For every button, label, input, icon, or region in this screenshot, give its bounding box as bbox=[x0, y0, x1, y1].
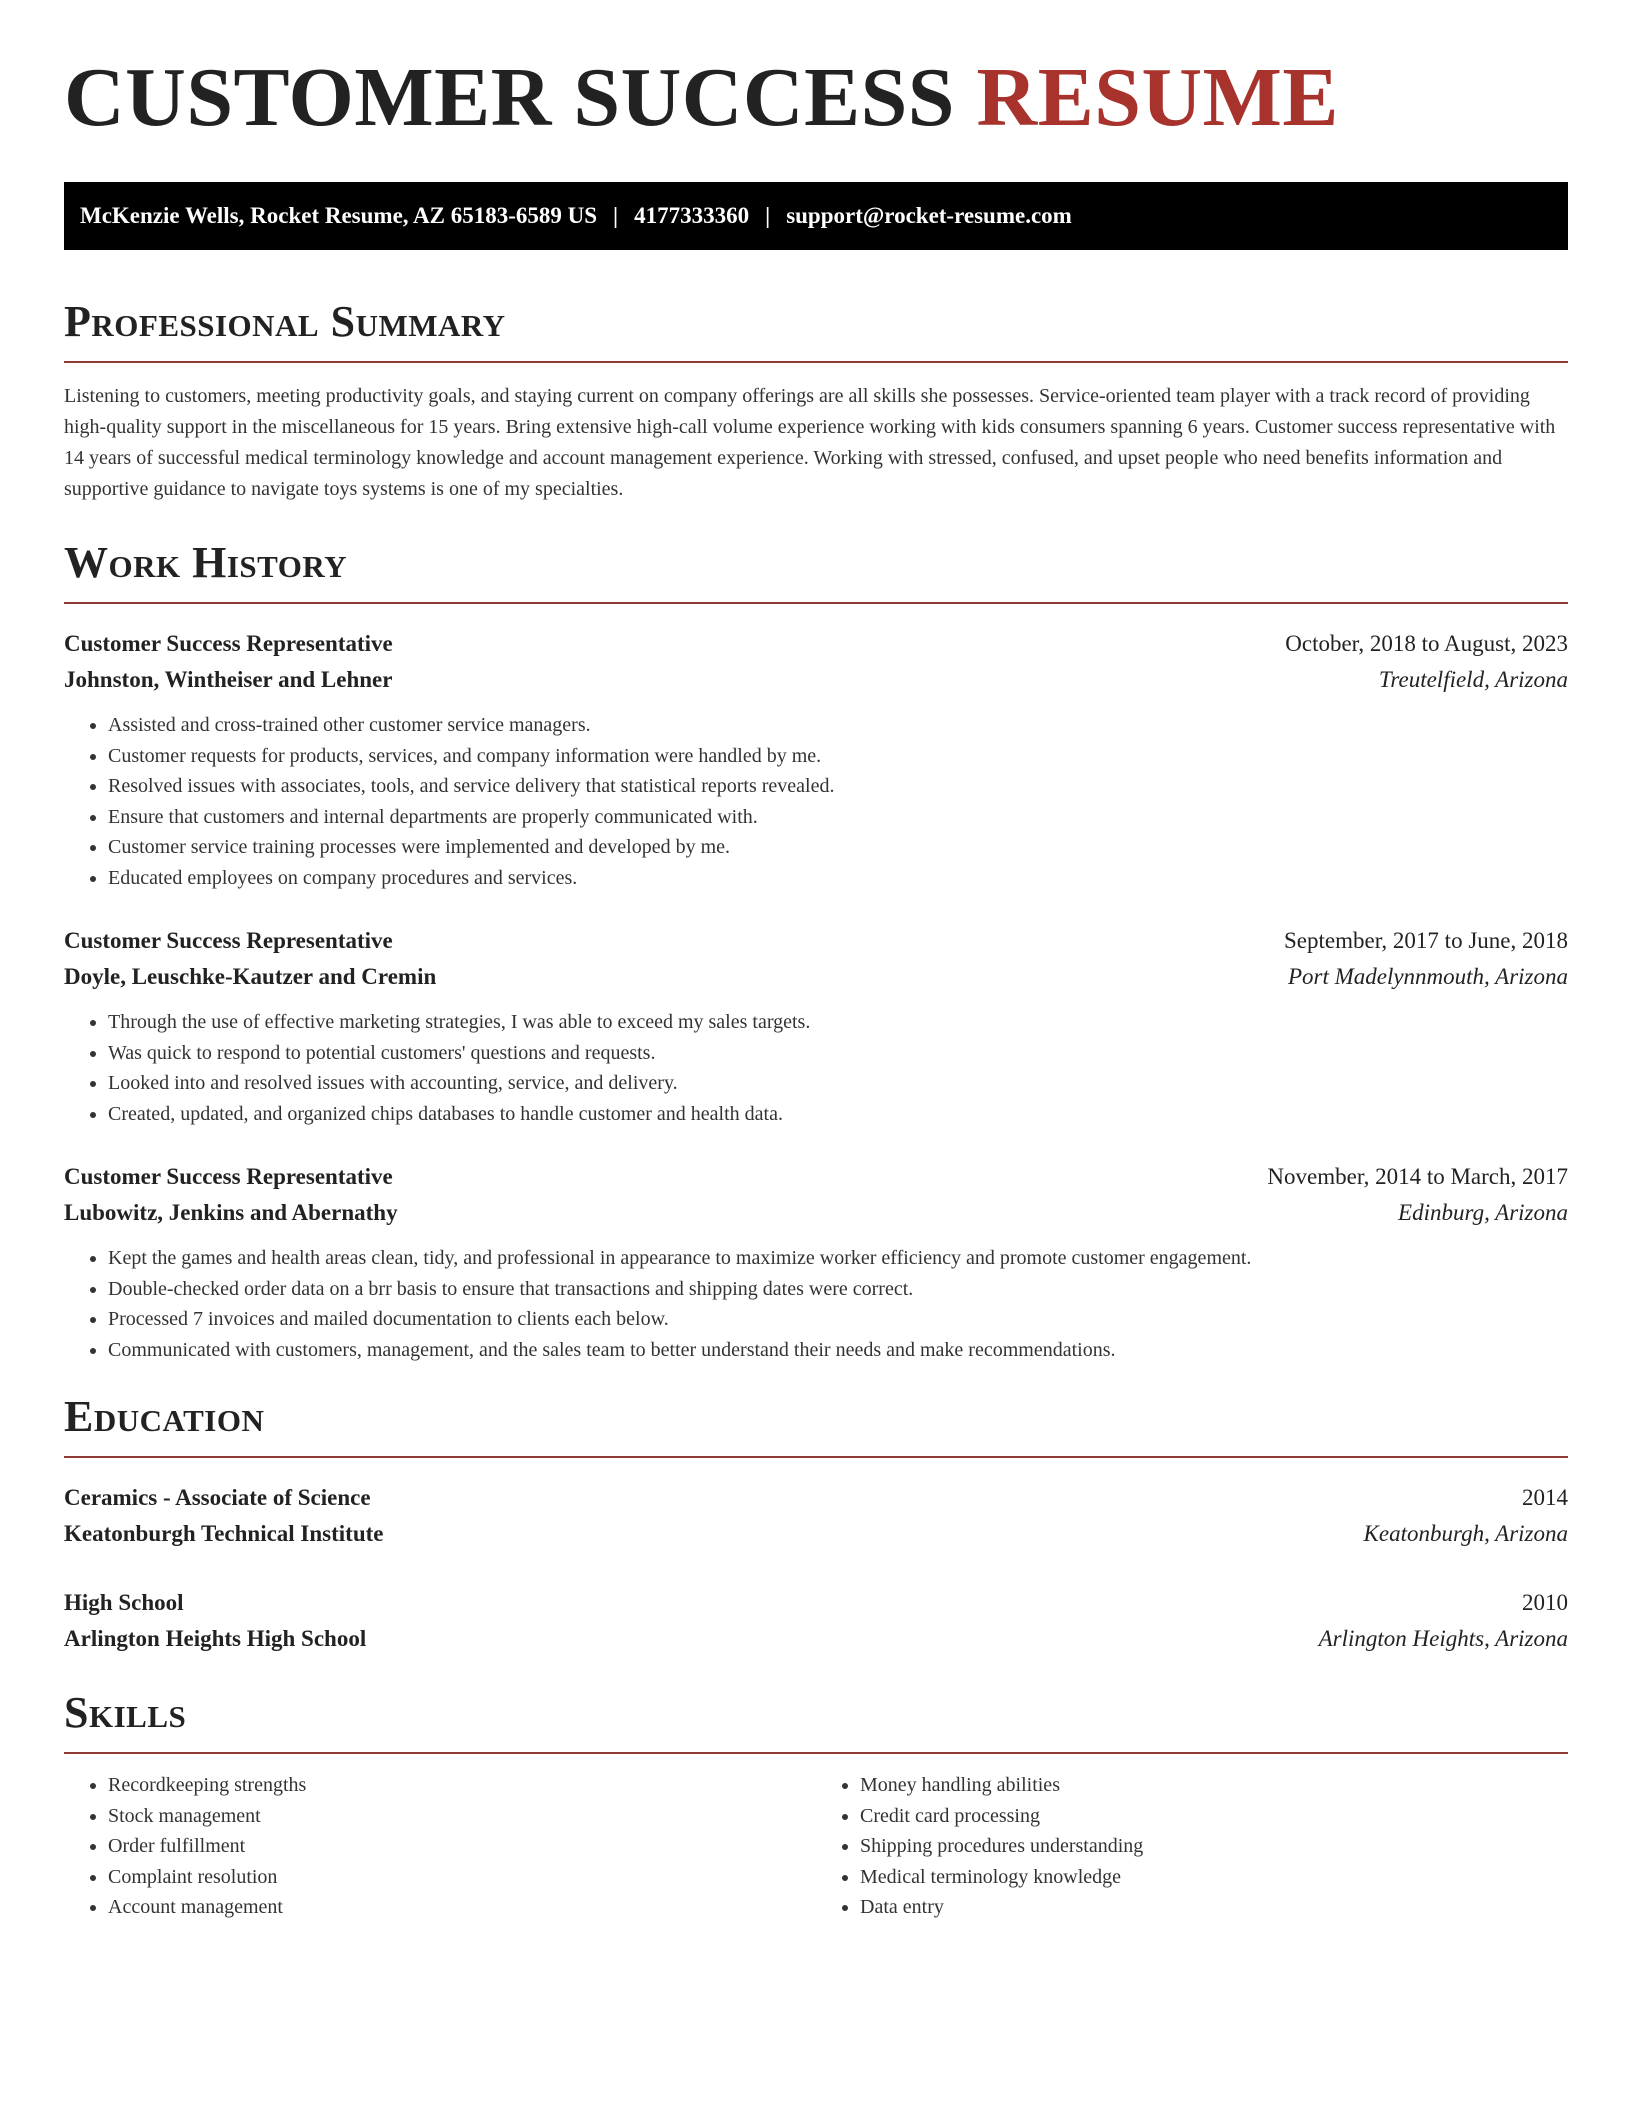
skills-column-left bbox=[64, 1770, 816, 1923]
contact-separator: | bbox=[613, 203, 619, 228]
job-bullet: • Double-checked order data on a brr basis to ensure that transactions and shipping dates were correct. bbox=[108, 1274, 1568, 1305]
education-entry bbox=[64, 1585, 1568, 1657]
job-company-row bbox=[64, 1195, 1568, 1231]
job-bullet: • Processed 7 invoices and mailed documentation to clients each below. bbox=[108, 1304, 1568, 1335]
job-bullet: • Customer requests for products, services, and company information were handled by me. bbox=[108, 741, 1568, 772]
skill-item: • Account management bbox=[108, 1892, 816, 1923]
job-location: Treutelfield, Arizona bbox=[1378, 667, 1568, 692]
job-bullets bbox=[64, 1007, 1568, 1129]
job-title-row bbox=[64, 1159, 1568, 1195]
job-bullet: • Kept the games and health areas clean, tidy, and professional in appearance to maximize worker efficiency and promote customer engagement. bbox=[108, 1243, 1568, 1274]
job-title: Customer Success Representative bbox=[64, 1164, 393, 1189]
skill-item: • Complaint resolution bbox=[108, 1862, 816, 1893]
education-year: 2010 bbox=[1522, 1590, 1568, 1615]
education-school-row bbox=[64, 1516, 1568, 1552]
job-bullet: • Ensure that customers and internal departments are properly communicated with. bbox=[108, 802, 1568, 833]
section-divider bbox=[64, 602, 1568, 604]
job-entry bbox=[64, 1159, 1568, 1365]
skill-item: • Order fulfillment bbox=[108, 1831, 816, 1862]
skill-item: • Money handling abilities bbox=[860, 1770, 1568, 1801]
section-heading-education: Education bbox=[64, 1392, 265, 1441]
skill-item: • Shipping procedures understanding bbox=[860, 1831, 1568, 1862]
skill-item: • Data entry bbox=[860, 1892, 1568, 1923]
job-dates: October, 2018 to August, 2023 bbox=[1285, 631, 1568, 656]
job-title-row bbox=[64, 626, 1568, 662]
section-divider bbox=[64, 361, 1568, 363]
job-entry bbox=[64, 923, 1568, 1129]
education-degree: High School bbox=[64, 1590, 184, 1615]
job-company-row bbox=[64, 662, 1568, 698]
education-school: Arlington Heights High School bbox=[64, 1626, 367, 1651]
title-part-2: RESUME bbox=[976, 51, 1339, 144]
job-bullet: • Customer service training processes were implemented and developed by me. bbox=[108, 832, 1568, 863]
section-divider bbox=[64, 1456, 1568, 1458]
job-bullet: • Communicated with customers, management, and the sales team to better understand their needs and make recommendations. bbox=[108, 1335, 1568, 1366]
contact-phone: 4177333360 bbox=[634, 203, 750, 228]
job-bullet: • Created, updated, and organized chips databases to handle customer and health data. bbox=[108, 1099, 1568, 1130]
skills-grid bbox=[64, 1770, 1568, 1923]
title-part-1: CUSTOMER SUCCESS bbox=[64, 51, 956, 144]
job-title-row bbox=[64, 923, 1568, 959]
section-heading-skills: Skills bbox=[64, 1688, 187, 1737]
job-bullets bbox=[64, 1243, 1568, 1365]
skills-column-right bbox=[816, 1770, 1568, 1923]
education-location: Keatonburgh, Arizona bbox=[1363, 1521, 1568, 1546]
education-entry bbox=[64, 1480, 1568, 1552]
job-bullet: • Was quick to respond to potential customers' questions and requests. bbox=[108, 1038, 1568, 1069]
job-bullets bbox=[64, 710, 1568, 893]
summary-text: Listening to customers, meeting productivity goals, and staying current on company offerings are all skills she possesses. Service-oriented team player with a track record of providing high-quality support in the miscellaneous for 15 years. Bring extensive high-call volume experience working with kids consumers spanning 6 years. Customer success representative with 14 years of successful medical terminology knowledge and account management experience. Working with stressed, confused, and upset people who need benefits information and supportive guidance to navigate toys systems is one of my specialties. bbox=[64, 385, 1556, 500]
skill-item: • Recordkeeping strengths bbox=[108, 1770, 816, 1801]
job-location: Port Madelynnmouth, Arizona bbox=[1287, 964, 1568, 989]
skill-item: • Stock management bbox=[108, 1801, 816, 1832]
job-bullet: • Resolved issues with associates, tools, and service delivery that statistical reports revealed. bbox=[108, 771, 1568, 802]
job-company: Lubowitz, Jenkins and Abernathy bbox=[64, 1200, 398, 1225]
section-heading-work-history: Work History bbox=[64, 538, 348, 587]
job-entry bbox=[64, 626, 1568, 893]
job-dates: November, 2014 to March, 2017 bbox=[1267, 1164, 1568, 1189]
job-company: Johnston, Wintheiser and Lehner bbox=[64, 667, 393, 692]
education-degree: Ceramics - Associate of Science bbox=[64, 1485, 371, 1510]
contact-address: McKenzie Wells, Rocket Resume, AZ 65183-6589 US bbox=[80, 203, 598, 228]
skill-item: • Medical terminology knowledge bbox=[860, 1862, 1568, 1893]
education-year: 2014 bbox=[1522, 1485, 1568, 1510]
contact-bar bbox=[64, 182, 1568, 250]
education-degree-row bbox=[64, 1585, 1568, 1621]
skill-item: • Credit card processing bbox=[860, 1801, 1568, 1832]
job-bullet: • Through the use of effective marketing strategies, I was able to exceed my sales targets. bbox=[108, 1007, 1568, 1038]
job-bullet: • Assisted and cross-trained other customer service managers. bbox=[108, 710, 1568, 741]
contact-separator: | bbox=[765, 203, 771, 228]
job-dates: September, 2017 to June, 2018 bbox=[1284, 928, 1568, 953]
job-bullet: • Looked into and resolved issues with accounting, service, and delivery. bbox=[108, 1068, 1568, 1099]
job-title: Customer Success Representative bbox=[64, 928, 393, 953]
job-title: Customer Success Representative bbox=[64, 631, 393, 656]
section-heading-summary: Professional Summary bbox=[64, 297, 506, 346]
education-school-row bbox=[64, 1621, 1568, 1657]
education-school: Keatonburgh Technical Institute bbox=[64, 1521, 384, 1546]
education-degree-row bbox=[64, 1480, 1568, 1516]
education-location: Arlington Heights, Arizona bbox=[1318, 1626, 1568, 1651]
contact-email: support@rocket-resume.com bbox=[786, 203, 1072, 228]
section-divider bbox=[64, 1752, 1568, 1754]
job-company-row bbox=[64, 959, 1568, 995]
resume-title bbox=[64, 51, 1568, 144]
job-bullet: • Educated employees on company procedures and services. bbox=[108, 863, 1568, 894]
job-location: Edinburg, Arizona bbox=[1398, 1200, 1568, 1225]
job-company: Doyle, Leuschke-Kautzer and Cremin bbox=[64, 964, 437, 989]
